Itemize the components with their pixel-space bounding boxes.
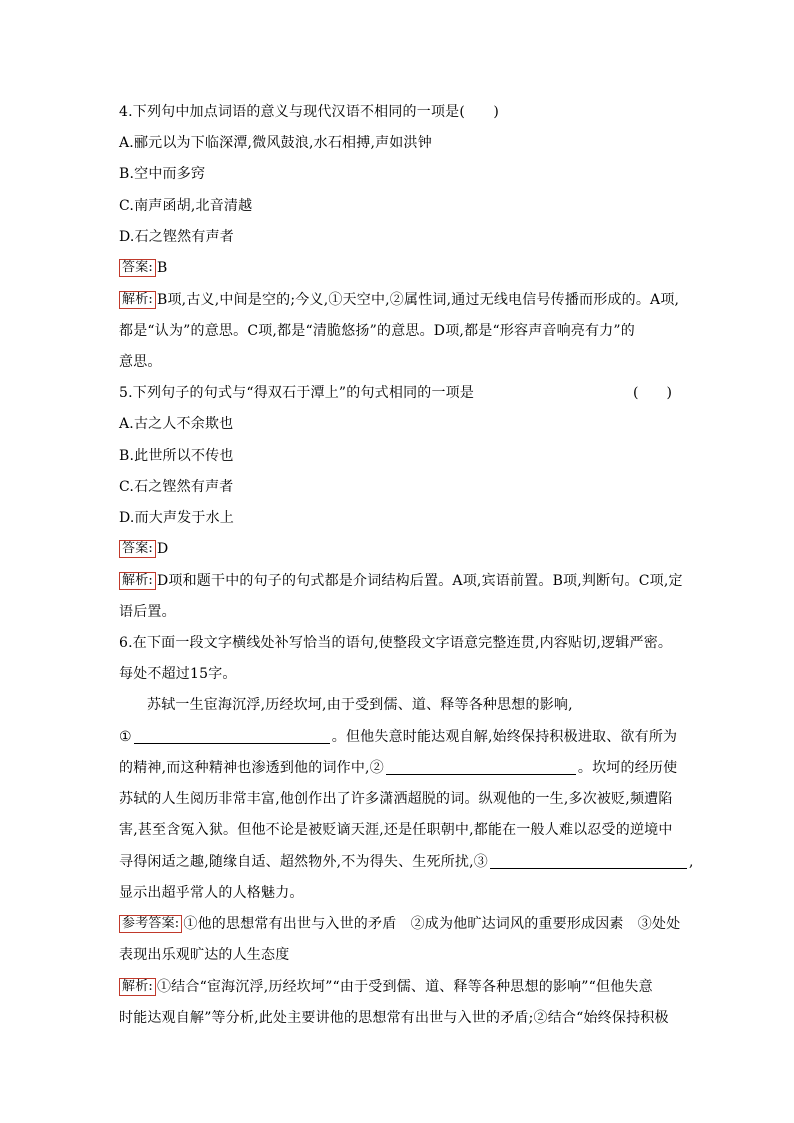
q6-answer-line-1	[119, 914, 680, 934]
q6-analysis-line-1	[119, 977, 653, 997]
q6-passage-line-2	[119, 727, 677, 747]
analysis-label: 解析:	[119, 291, 156, 309]
q5-analysis-line-2: 语后置。	[119, 604, 176, 620]
q6-passage-line-3-a: 的精神,而这种精神也渗透到他的词作中,	[119, 760, 370, 776]
q4-stem: 4.下列句中加点词语的意义与现代汉语不相同的一项是( )	[119, 104, 500, 120]
q4-answer: B	[156, 260, 168, 276]
q6-passage-line-1: 苏轼一生宦海沉浮,历经坎坷,由于受到儒、道、释等各种思想的影响,	[147, 697, 573, 713]
q6-stem-line-2: 每处不超过15字。	[119, 666, 237, 682]
q6-analysis-text-1: ①结合“宦海沉浮,历经坎坷”“由于受到儒、道、释等各种思想的影响”“但他失意	[156, 979, 653, 995]
reference-answer-label: 参考答案:	[119, 915, 182, 933]
analysis-label: 解析:	[119, 572, 156, 590]
q6-passage-line-6-a: 寻得闲适之趣,随缘自适、超然物外,不为得失、生死所扰,	[119, 854, 474, 870]
fill-blank-2[interactable]	[386, 760, 576, 775]
q4-option-c: C.南声函胡,北音清越	[119, 198, 253, 214]
q5-option-c: C.石之铿然有声者	[119, 479, 234, 495]
q6-passage-line-7: 显示出超乎常人的人格魅力。	[119, 885, 304, 901]
q5-answer-paren: ( )	[633, 385, 672, 401]
q6-passage-line-4: 苏轼的人生阅历非常丰富,他创作出了许多潇洒超脱的词。纵观他的一生,多次被贬,频遭陷	[119, 791, 673, 807]
fill-blank-1[interactable]	[134, 729, 330, 744]
q4-option-a: A.郦元以为下临深潭,微风鼓浪,水石相搏,声如洪钟	[119, 135, 432, 151]
q5-stem: 5.下列句子的句式与“得双石于潭上”的句式相同的一项是	[119, 385, 475, 401]
q5-answer: D	[156, 541, 169, 557]
analysis-label: 解析:	[119, 978, 156, 996]
q6-answer-text-1: ①他的思想常有出世与入世的矛盾 ②成为他旷达词风的重要形成因素 ③处处	[183, 916, 681, 932]
q4-answer-line	[119, 258, 167, 278]
blank-marker-2: ②	[369, 760, 384, 776]
q4-analysis-line-3: 意思。	[119, 354, 162, 370]
q6-passage-line-2-text: 。但他失意时能达观自解,始终保持积极进取、欲有所为	[331, 729, 678, 745]
blank-marker-3: ③	[473, 854, 488, 870]
q4-option-b: B.空中而多窍	[119, 166, 206, 182]
q6-passage-line-3-b: 。坎坷的经历使	[577, 760, 678, 776]
blank-marker-1: ①	[119, 729, 132, 745]
q5-option-d: D.而大声发于水上	[119, 510, 234, 526]
q4-analysis-line-2: 都是“认为”的意思。C项,都是“清脆悠扬”的意思。D项,都是“形容声音响亮有力”的	[119, 323, 635, 339]
q6-passage-line-5: 害,甚至含冤入狱。但他不论是被贬谪天涯,还是任职朝中,都能在一般人难以忍受的逆境中	[119, 822, 673, 838]
fill-blank-3[interactable]	[490, 854, 687, 869]
q5-analysis-line-1	[119, 571, 683, 591]
q5-option-a: A.古之人不余欺也	[119, 416, 234, 432]
q6-analysis-line-2: 时能达观自解”等分析,此处主要讲他的思想常有出世与入世的矛盾;②结合“始终保持积极	[119, 1010, 669, 1026]
q6-passage-line-6	[119, 852, 694, 872]
q5-analysis-text-1: D项和题干中的句子的句式都是介词结构后置。A项,宾语前置。B项,判断句。C项,定	[156, 573, 683, 589]
q6-passage-line-3	[119, 758, 677, 778]
q5-answer-line	[119, 539, 168, 559]
q6-answer-line-2: 表现出乐观旷达的人生态度	[119, 947, 290, 963]
q4-option-d: D.石之铿然有声者	[119, 229, 234, 245]
q6-passage-line-6-b: ,	[688, 854, 694, 870]
q5-option-b: B.此世所以不传也	[119, 448, 234, 464]
answer-label: 答案:	[119, 540, 156, 558]
q4-analysis-line-1	[119, 290, 679, 310]
q6-stem-line-1: 6.在下面一段文字横线处补写恰当的语句,使整段文字语意完整连贯,内容贴切,逻辑严密。	[119, 635, 673, 651]
q4-analysis-text-1: B项,古义,中间是空的;今义,①天空中,②属性词,通过无线电信号传播而形成的。A项,	[156, 292, 680, 308]
answer-label: 答案:	[119, 259, 156, 277]
